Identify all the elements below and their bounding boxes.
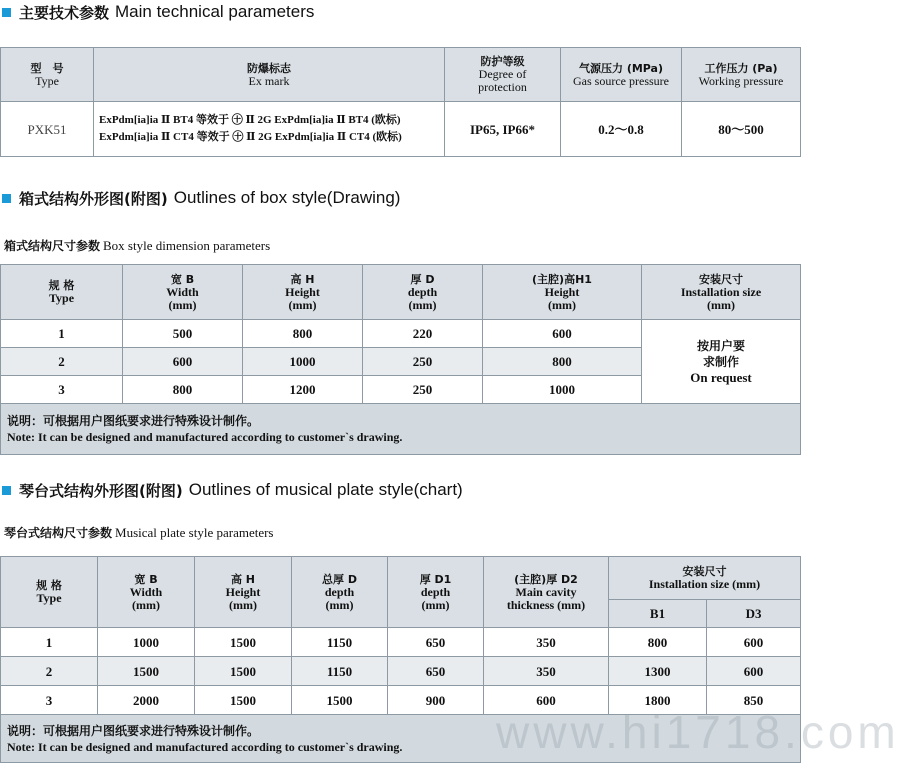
section-title-en: Main technical parameters xyxy=(115,2,315,21)
box-note-row xyxy=(1,404,801,455)
header-type: 规 格 Type xyxy=(1,265,123,320)
section-title-en: Outlines of musical plate style(chart) xyxy=(188,480,463,499)
cell-ex-mark xyxy=(94,102,445,157)
section-heading-box xyxy=(2,186,400,210)
header-installation: 安装尺寸 Installation size (mm) xyxy=(642,265,801,320)
table-row: 2 600 1000 250 800 xyxy=(1,348,801,376)
section-title-en: Outlines of box style(Drawing) xyxy=(173,188,401,207)
header-height: 高 H Height (mm) xyxy=(195,557,292,628)
cell-installation-on-request: 按用户要 求制作 On request xyxy=(642,320,801,404)
cell-protection: IP65, IP66* xyxy=(445,102,561,157)
table-row: 1 1000 1500 1150 650 350 800 600 xyxy=(1,628,801,657)
header-installation: 安装尺寸 Installation size (mm) xyxy=(609,557,801,600)
table-row: 3 800 1200 250 1000 xyxy=(1,376,801,404)
table-row: 2 1500 1500 1150 650 350 1300 600 xyxy=(1,657,801,686)
section-title-cn: 琴台式结构外形图(附图) xyxy=(19,481,183,500)
bullet-square-icon xyxy=(2,8,11,17)
header-main-height: (主腔)高H1 Height (mm) xyxy=(483,265,642,320)
note-cn: 说明：可根据用户图纸要求进行特殊设计制作。 xyxy=(7,723,260,738)
header-type: 规 格 Type xyxy=(1,557,98,628)
ex-mark-line-1: ExPdm[ia]ia Ⅱ BT4 等效于 ㊉ Ⅱ 2G ExPdm[ia]ia Ⅱ BT4 (欧标) xyxy=(99,114,401,126)
table-row: 3 2000 1500 1500 900 600 1800 850 xyxy=(1,686,801,715)
header-working-pressure: 工作压力 (Pa) Working pressure xyxy=(682,48,801,102)
header-width: 宽 B Width (mm) xyxy=(98,557,195,628)
note-cn: 说明：可根据用户图纸要求进行特殊设计制作。 xyxy=(7,414,260,428)
header-gas-pressure: 气源压力 (MPa) Gas source pressure xyxy=(561,48,682,102)
header-protection: 防护等级 Degree of protection xyxy=(445,48,561,102)
section-heading-musical xyxy=(2,478,463,502)
table-row: 1 500 800 220 600 按用户要 求制作 On request xyxy=(1,320,801,348)
main-parameters-table xyxy=(0,47,801,157)
note-en: Note: It can be designed and manufactured according to customer`s drawing. xyxy=(7,430,403,444)
note-en: Note: It can be designed and manufactured according to customer`s drawing. xyxy=(7,739,403,754)
box-table-subtitle: 箱式结构尺寸参数 Box style dimension parameters xyxy=(4,238,271,253)
ex-mark-line-2: ExPdm[ia]ia Ⅱ CT4 等效于 ㊉ Ⅱ 2G ExPdm[ia]ia Ⅱ CT4 (欧标) xyxy=(99,131,402,143)
box-dimension-table xyxy=(0,264,801,455)
musical-table-subtitle: 琴台式结构尺寸参数 Musical plate style parameters xyxy=(4,525,274,540)
header-total-depth: 总厚 D depth (mm) xyxy=(292,557,388,628)
header-b1: B1 xyxy=(609,600,707,628)
bullet-square-icon xyxy=(2,486,11,495)
header-ex-mark: 防爆标志 Ex mark xyxy=(94,48,445,102)
header-d1: 厚 D1 depth (mm) xyxy=(388,557,484,628)
section-title-cn: 箱式结构外形图(附图) xyxy=(19,189,168,208)
section-heading-main xyxy=(2,0,314,24)
section-title-cn: 主要技术参数 xyxy=(19,3,110,22)
bullet-square-icon xyxy=(2,194,11,203)
header-depth: 厚 D depth (mm) xyxy=(363,265,483,320)
cell-gas-pressure: 0.2～0.8 xyxy=(561,102,682,157)
cell-type: PXK51 xyxy=(1,102,94,157)
header-height: 高 H Height (mm) xyxy=(243,265,363,320)
cell-working-pressure: 80～500 xyxy=(682,102,801,157)
header-width: 宽 B Width (mm) xyxy=(123,265,243,320)
header-type: 型 号 Type xyxy=(1,48,94,102)
header-d2: (主腔)厚 D2 Main cavity thickness (mm) xyxy=(484,557,609,628)
header-d3: D3 xyxy=(707,600,801,628)
watermark: www.hi1718.com xyxy=(496,706,900,758)
